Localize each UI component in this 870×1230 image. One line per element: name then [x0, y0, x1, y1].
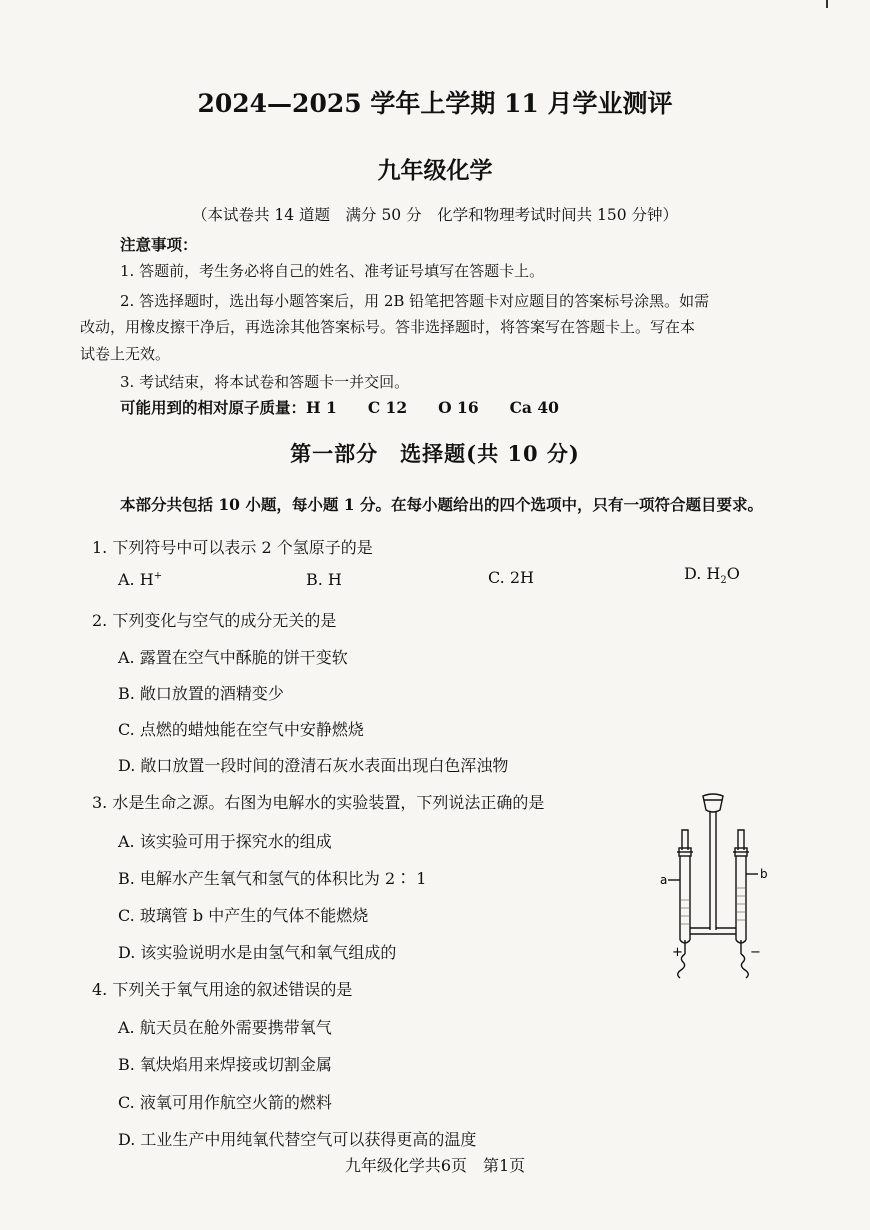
question-3-option-c: C. 玻璃管 b 中产生的气体不能燃烧: [118, 906, 369, 925]
question-1-option-b: B. H: [306, 570, 342, 589]
notice-item-3: 3. 考试结束，将本试卷和答题卡一并交回。: [120, 373, 410, 391]
part-title: 第一部分 选择题(共 10 分): [290, 441, 580, 466]
question-1-option-c: C. 2H: [488, 568, 534, 587]
notice-item-2-line-1: 2. 答选择题时，选出每小题答案后，用 2B 铅笔把答题卡对应题目的答案标号涂黑。如需: [120, 292, 710, 310]
question-2-option-c: C. 点燃的蜡烛能在空气中安静燃烧: [118, 720, 364, 739]
tube-b-stopcock: [738, 830, 744, 850]
exam-title: 2024—2025 学年上学期 11 月学业测评: [197, 89, 673, 118]
notice-heading: 注意事项：: [120, 235, 198, 254]
notice-item-2-line-3: 试卷上无效。: [80, 345, 171, 363]
atomic-masses: 可能用到的相对原子质量：H 1 C 12 O 16 Ca 40: [120, 398, 559, 417]
question-2-option-d: D. 敞口放置一段时间的澄清石灰水表面出现白色浑浊物: [118, 756, 509, 775]
question-3-option-a: A. 该实验可用于探究水的组成: [118, 832, 332, 851]
question-3-option-d: D. 该实验说明水是由氢气和氧气组成的: [118, 943, 397, 962]
part-instruction: 本部分共包括 10 小题，每小题 1 分。在每小题给出的四个选项中，只有一项符合题目要求。: [120, 495, 763, 514]
notice-item-2-line-2: 改动，用橡皮擦干净后，再选涂其他答案标号。答非选择题时，将答案写在答题卡上。写在本: [80, 318, 696, 336]
question-3-option-b: B. 电解水产生氧气和氢气的体积比为 2∶ 1: [118, 869, 427, 888]
question-4-option-d: D. 工业生产中用纯氧代替空气可以获得更高的温度: [118, 1130, 477, 1149]
exam-info: （本试卷共 14 道题 满分 50 分 化学和物理考试时间共 150 分钟）: [191, 206, 679, 224]
minus-sign: −: [750, 945, 761, 960]
exam-subtitle: 九年级化学: [377, 157, 493, 184]
question-4-option-a: A. 航天员在舱外需要携带氧气: [118, 1018, 332, 1037]
electrolysis-apparatus-figure: [660, 790, 770, 980]
plus-sign: +: [672, 945, 683, 960]
question-4-option-c: C. 液氧可用作航空火箭的燃料: [118, 1093, 332, 1112]
tube-a-stopcock: [682, 830, 688, 850]
question-1-stem: 1. 下列符号中可以表示 2 个氢原子的是: [92, 538, 373, 557]
question-1-option-d: D. $H_2O$: [684, 564, 740, 587]
edge-mark: [826, 0, 828, 8]
question-2-stem: 2. 下列变化与空气的成分无关的是: [92, 611, 337, 630]
page-footer: 九年级化学共6页 第1页: [344, 1156, 526, 1175]
question-2-option-b: B. 敞口放置的酒精变少: [118, 684, 284, 703]
label-b: b: [760, 867, 768, 881]
question-4-option-b: B. 氧炔焰用来焊接或切割金属: [118, 1055, 332, 1074]
question-1-option-a: A. H+: [118, 570, 163, 589]
question-4-stem: 4. 下列关于氧气用途的叙述错误的是: [92, 980, 353, 999]
label-a: a: [660, 873, 668, 887]
reservoir-bulb: [703, 794, 723, 812]
notice-item-1: 1. 答题前，考生务必将自己的姓名、准考证号填写在答题卡上。: [120, 262, 545, 280]
question-3-stem: 3. 水是生命之源。右图为电解水的实验装置，下列说法正确的是: [92, 793, 545, 812]
question-2-option-a: A. 露置在空气中酥脆的饼干变软: [118, 648, 348, 667]
